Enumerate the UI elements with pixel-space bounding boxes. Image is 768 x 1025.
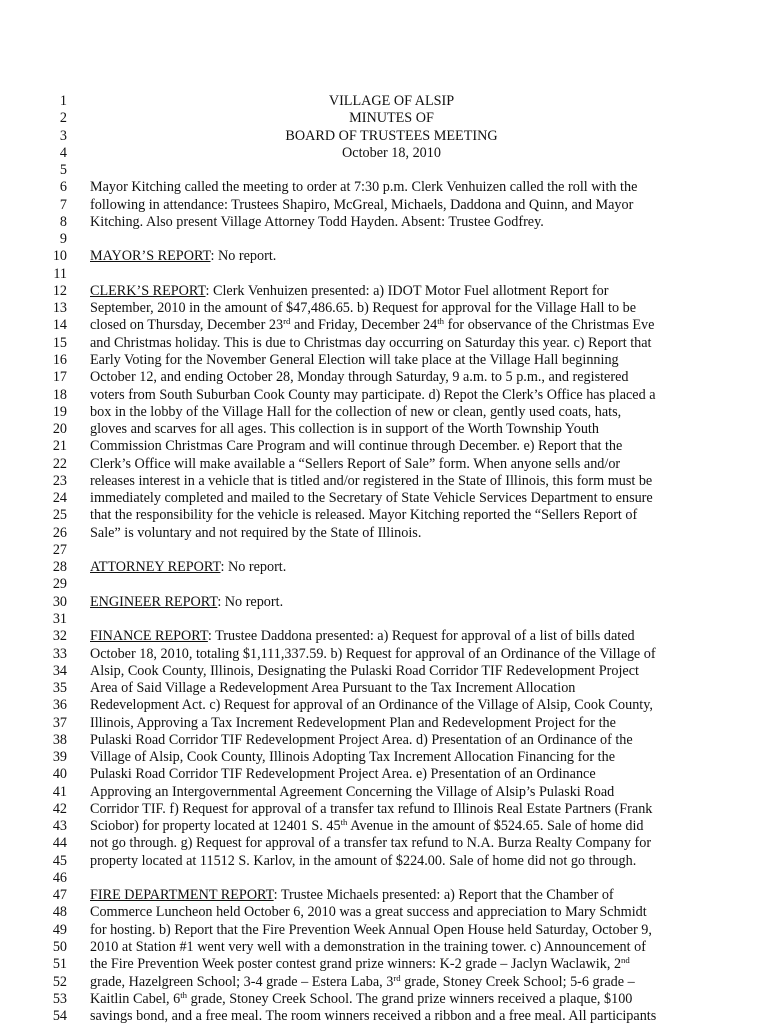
- line-text: [90, 404, 621, 421]
- document-line: [0, 93, 768, 110]
- document-line: [0, 766, 768, 783]
- text-segment: immediately completed and mailed to the Secretary of State Vehicle Services Department to ensure: [90, 490, 653, 507]
- line-text: [90, 646, 656, 663]
- line-text: [90, 1008, 656, 1025]
- text-segment: 2010 at Station #1 went very well with a demonstration in the training tower. c) Announcement of: [90, 939, 646, 956]
- document-line: [0, 490, 768, 507]
- line-text: [90, 715, 616, 732]
- text-segment: and Friday, December 24: [290, 317, 438, 334]
- text-segment: Sciobor) for property located at 12401 S. 45: [90, 818, 341, 835]
- ordinal-suffix: rd: [283, 316, 291, 327]
- document-line: [0, 749, 768, 766]
- line-text: [90, 214, 544, 231]
- document-line: [0, 887, 768, 904]
- text-segment: for hosting. b) Report that the Fire Prevention Week Annual Open House held Saturday, October 9,: [90, 921, 652, 938]
- document-line: [0, 835, 768, 852]
- section-heading: FINANCE REPORT: [90, 628, 208, 645]
- line-text: [90, 525, 421, 542]
- text-segment: BOARD OF TRUSTEES MEETING: [285, 127, 498, 144]
- document-line: [0, 128, 768, 145]
- text-segment: : No report.: [220, 559, 287, 576]
- section-heading: CLERK’S REPORT: [90, 282, 206, 299]
- line-text: [90, 991, 632, 1008]
- line-text: [90, 300, 636, 317]
- line-text: [90, 766, 596, 783]
- ordinal-suffix: th: [180, 989, 188, 1000]
- line-number: 19: [52, 403, 67, 420]
- line-text: [90, 283, 608, 300]
- text-segment: October 12, and ending October 28, Monday through Saturday, 9 a.m. to 5 p.m., and registered: [90, 369, 629, 386]
- text-segment: grade, Stoney Creek School; 5-6 grade –: [400, 973, 635, 990]
- line-text: [90, 248, 276, 265]
- line-number: 17: [52, 369, 67, 386]
- line-number: 11: [53, 265, 67, 282]
- text-segment: savings bond, and a free meal. The room winners received a ribbon and a free meal. All participants: [90, 1008, 657, 1025]
- text-segment: October 18, 2010, totaling $1,111,337.59. b) Request for approval of an Ordinance of the Village of: [90, 645, 656, 662]
- line-text: [90, 784, 614, 801]
- section-heading: ATTORNEY REPORT: [90, 559, 221, 576]
- text-segment: grade, Stoney Creek School. The grand prize winners received a plaque, $100: [187, 990, 633, 1007]
- line-number: 10: [52, 248, 67, 265]
- line-number: 53: [52, 990, 67, 1007]
- line-number: 21: [52, 438, 67, 455]
- line-number: 16: [52, 351, 67, 368]
- document-line: [0, 438, 768, 455]
- line-number: 29: [52, 576, 67, 593]
- ordinal-suffix: nd: [621, 955, 630, 966]
- line-number: 35: [52, 680, 67, 697]
- ordinal-suffix: rd: [393, 972, 401, 983]
- text-segment: and Christmas holiday. This is due to Christmas day occurring on Saturday this year. c) Report that: [90, 334, 652, 351]
- document-line: [0, 542, 768, 559]
- text-segment: Sale” is voluntary and not required by the State of Illinois.: [90, 524, 422, 541]
- line-number: 49: [52, 921, 67, 938]
- document-line: [0, 922, 768, 939]
- document-heading: [90, 93, 693, 110]
- text-segment: for observance of the Christmas Eve: [444, 317, 655, 334]
- document-line: [0, 991, 768, 1008]
- line-text: [90, 887, 614, 904]
- line-number: 6: [59, 179, 67, 196]
- minutes-document: [0, 93, 768, 1025]
- line-text: [90, 663, 639, 680]
- line-number: 36: [52, 697, 67, 714]
- text-segment: : Trustee Michaels presented: a) Report that the Chamber of: [273, 887, 614, 904]
- line-number: 23: [52, 472, 67, 489]
- document-line: [0, 335, 768, 352]
- line-number: 4: [59, 144, 67, 161]
- text-segment: grade, Hazelgreen School; 3-4 grade – Estera Laba, 3: [90, 973, 394, 990]
- line-text: [90, 904, 647, 921]
- line-number: 45: [52, 852, 67, 869]
- text-segment: Pulaski Road Corridor TIF Redevelopment Project Area. e) Presentation of an Ordinance: [90, 766, 596, 783]
- line-text: [90, 197, 633, 214]
- line-text: [90, 473, 652, 490]
- line-number: 31: [52, 610, 67, 627]
- text-segment: Corridor TIF. f) Request for approval of a transfer tax refund to Illinois Real Estate Partners (Frank: [90, 800, 653, 817]
- line-number: 54: [52, 1008, 67, 1025]
- document-line: [0, 404, 768, 421]
- line-number: 1: [59, 93, 67, 109]
- line-number: 50: [52, 939, 67, 956]
- line-number: 2: [59, 110, 67, 127]
- line-number: 52: [52, 973, 67, 990]
- line-number: 39: [52, 749, 67, 766]
- text-segment: Alsip, Cook County, Illinois, Designating the Pulaski Road Corridor TIF Redevelopment Project: [90, 662, 639, 679]
- text-segment: Avenue in the amount of $524.65. Sale of home did: [347, 818, 644, 835]
- text-segment: : Clerk Venhuizen presented: a) IDOT Motor Fuel allotment Report for: [205, 282, 609, 299]
- line-text: [90, 352, 619, 369]
- document-line: [0, 939, 768, 956]
- section-heading: FIRE DEPARTMENT REPORT: [90, 887, 274, 904]
- text-segment: not go through. g) Request for approval of a transfer tax refund to N.A. Burza Realty Company for: [90, 835, 652, 852]
- text-segment: : Trustee Daddona presented: a) Request for approval of a list of bills dated: [207, 628, 635, 645]
- text-segment: Village of Alsip, Cook County, Illinois Adopting Tax Increment Allocation Financing for the: [90, 749, 615, 766]
- document-line: [0, 715, 768, 732]
- document-line: [0, 179, 768, 196]
- document-line: [0, 525, 768, 542]
- document-line: [0, 266, 768, 283]
- line-number: 22: [52, 455, 67, 472]
- line-number: 38: [52, 731, 67, 748]
- line-text: [90, 387, 656, 404]
- line-text: [90, 939, 646, 956]
- document-line: [0, 559, 768, 576]
- document-line: [0, 231, 768, 248]
- document-line: [0, 784, 768, 801]
- line-number: 8: [59, 213, 67, 230]
- document-line: [0, 369, 768, 386]
- text-segment: Mayor Kitching called the meeting to order at 7:30 p.m. Clerk Venhuizen called the roll with the: [90, 179, 638, 196]
- text-segment: September, 2010 in the amount of $47,486.65. b) Request for approval for the Village Hall to be: [90, 300, 636, 317]
- document-line: [0, 680, 768, 697]
- document-line: [0, 248, 768, 265]
- line-number: 7: [59, 196, 67, 213]
- ordinal-suffix: th: [437, 316, 445, 327]
- line-text: [90, 507, 637, 524]
- text-segment: VILLAGE OF ALSIP: [328, 93, 455, 109]
- document-line: [0, 352, 768, 369]
- text-segment: : No report.: [217, 593, 284, 610]
- line-number: 20: [52, 421, 67, 438]
- line-number: 32: [52, 628, 67, 645]
- line-number: 27: [52, 541, 67, 558]
- line-number: 43: [52, 818, 67, 835]
- line-text: [90, 853, 636, 870]
- line-number: 46: [52, 869, 67, 886]
- line-number: 18: [52, 386, 67, 403]
- text-segment: that the responsibility for the vehicle is released. Mayor Kitching reported the “Sellers Report of: [90, 507, 638, 524]
- text-segment: Commission Christmas Care Program and will continue through December. e) Report that the: [90, 438, 623, 455]
- text-segment: the Fire Prevention Week poster contest grand prize winners: K-2 grade – Jaclyn Waclawik, 2: [90, 956, 622, 973]
- line-number: 40: [52, 766, 67, 783]
- text-segment: : No report.: [210, 248, 277, 265]
- text-segment: Clerk’s Office will make available a “Sellers Report of Sale” form. When anyone sells and/or: [90, 455, 621, 472]
- line-text: [90, 559, 286, 576]
- line-number: 5: [59, 162, 67, 179]
- document-line: [0, 300, 768, 317]
- document-line: [0, 870, 768, 887]
- line-number: 42: [52, 800, 67, 817]
- text-segment: Area of Said Village a Redevelopment Area Pursuant to the Tax Increment Allocation: [90, 680, 576, 697]
- line-number: 37: [52, 714, 67, 731]
- line-number: 30: [52, 593, 67, 610]
- text-segment: Approving an Intergovernmental Agreement Concerning the Village of Alsip’s Pulaski Road: [90, 783, 615, 800]
- text-segment: following in attendance: Trustees Shapiro, McGreal, Michaels, Daddona and Quinn, and Mayor: [90, 196, 634, 213]
- text-segment: box in the lobby of the Village Hall for the collection of new or clean, gently used coats, hats,: [90, 403, 622, 420]
- line-text: [90, 956, 630, 973]
- line-number: 15: [52, 334, 67, 351]
- line-text: [90, 628, 635, 645]
- line-number: 28: [52, 559, 67, 576]
- document-line: [0, 214, 768, 231]
- text-segment: closed on Thursday, December 23: [90, 317, 284, 334]
- text-segment: releases interest in a vehicle that is titled and/or registered in the State of Illinois, this form must be: [90, 472, 653, 489]
- text-segment: MINUTES OF: [349, 110, 434, 127]
- line-text: [90, 749, 615, 766]
- document-line: [0, 732, 768, 749]
- document-line: [0, 974, 768, 991]
- line-number: 26: [52, 524, 67, 541]
- document-heading: [90, 110, 693, 127]
- line-text: [90, 317, 654, 334]
- line-text: [90, 438, 622, 455]
- section-heading: MAYOR’S REPORT: [90, 248, 211, 265]
- ordinal-suffix: th: [340, 817, 348, 828]
- text-segment: property located at 11512 S. Karlov, in the amount of $224.00. Sale of home did not go through.: [90, 852, 637, 869]
- line-text: [90, 456, 620, 473]
- document-line: [0, 421, 768, 438]
- line-number: 41: [52, 783, 67, 800]
- text-segment: gloves and scarves for all ages. This collection is in support of the Worth Township Youth: [90, 421, 599, 438]
- document-line: [0, 162, 768, 179]
- document-line: [0, 663, 768, 680]
- line-text: [90, 922, 652, 939]
- document-line: [0, 317, 768, 334]
- document-line: [0, 611, 768, 628]
- line-text: [90, 179, 637, 196]
- line-text: [90, 801, 652, 818]
- line-text: [90, 818, 643, 835]
- document-line: [0, 594, 768, 611]
- document-line: [0, 197, 768, 214]
- document-line: [0, 697, 768, 714]
- document-line: [0, 1008, 768, 1025]
- document-line: [0, 456, 768, 473]
- line-text: [90, 335, 652, 352]
- line-text: [90, 697, 653, 714]
- text-segment: Kitching. Also present Village Attorney Todd Hayden. Absent: Trustee Godfrey.: [90, 213, 544, 230]
- text-segment: Redevelopment Act. c) Request for approval of an Ordinance of the Village of Alsip, Cook County,: [90, 697, 653, 714]
- line-number: 3: [59, 127, 67, 144]
- document-heading: [90, 128, 693, 145]
- text-segment: Early Voting for the November General Election will take place at the Village Hall beginning: [90, 351, 619, 368]
- line-text: [90, 490, 653, 507]
- line-text: [90, 594, 283, 611]
- line-number: 24: [52, 490, 67, 507]
- line-number: 13: [52, 300, 67, 317]
- document-line: [0, 628, 768, 645]
- document-line: [0, 283, 768, 300]
- text-segment: Pulaski Road Corridor TIF Redevelopment Project Area. d) Presentation of an Ordinance of the: [90, 731, 633, 748]
- line-text: [90, 369, 628, 386]
- line-text: [90, 732, 633, 749]
- line-number: 9: [59, 231, 67, 248]
- line-number: 25: [52, 507, 67, 524]
- document-line: [0, 145, 768, 162]
- text-segment: voters from South Suburban Cook County may participate. d) Repot the Clerk’s Office has placed a: [90, 386, 656, 403]
- line-number: 14: [52, 317, 67, 334]
- text-segment: October 18, 2010: [342, 144, 441, 161]
- section-heading: ENGINEER REPORT: [90, 593, 218, 610]
- document-line: [0, 646, 768, 663]
- line-number: 12: [52, 282, 67, 299]
- document-line: [0, 473, 768, 490]
- line-text: [90, 835, 651, 852]
- line-number: 47: [52, 887, 67, 904]
- text-segment: Illinois, Approving a Tax Increment Redevelopment Plan and Redevelopment Project for the: [90, 714, 616, 731]
- text-segment: Kaitlin Cabel, 6: [90, 990, 181, 1007]
- line-text: [90, 680, 575, 697]
- line-number: 48: [52, 904, 67, 921]
- document-line: [0, 110, 768, 127]
- line-number: 33: [52, 645, 67, 662]
- line-number: 44: [52, 835, 67, 852]
- text-segment: Commerce Luncheon held October 6, 2010 was a great success and appreciation to Mary Schmidt: [90, 904, 647, 921]
- document-heading: [90, 145, 693, 162]
- document-line: [0, 507, 768, 524]
- line-number: 51: [52, 956, 67, 973]
- line-text: [90, 974, 635, 991]
- line-number: 34: [52, 662, 67, 679]
- document-line: [0, 853, 768, 870]
- document-line: [0, 801, 768, 818]
- line-text: [90, 421, 599, 438]
- document-line: [0, 387, 768, 404]
- document-line: [0, 904, 768, 921]
- document-line: [0, 576, 768, 593]
- document-line: [0, 818, 768, 835]
- document-line: [0, 956, 768, 973]
